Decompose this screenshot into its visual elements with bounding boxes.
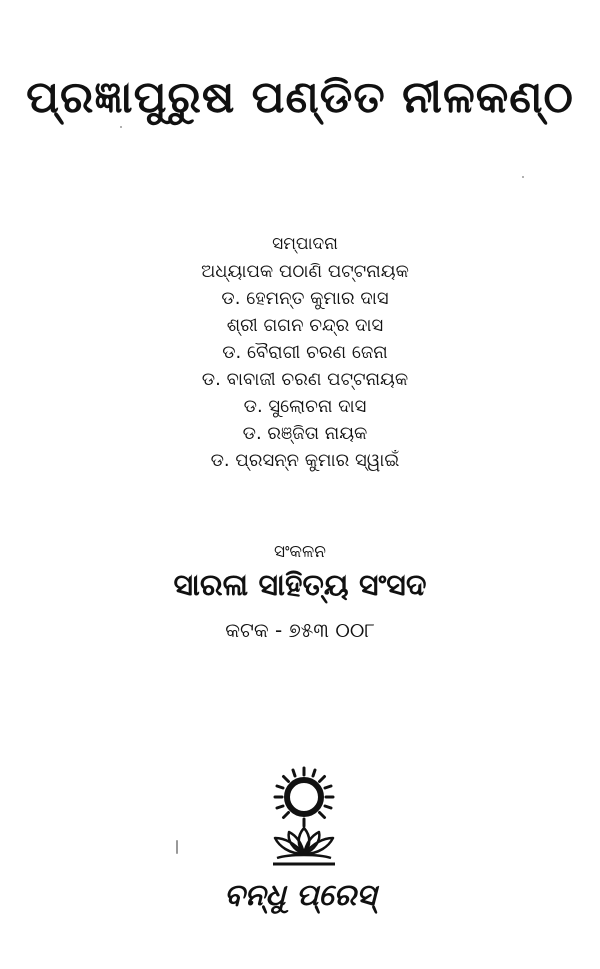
editor-name: ଅଧ୍ୟାପକ ପଠାଣି ପଟ୍ଟନାୟକ (201, 261, 409, 282)
print-speck (522, 176, 524, 178)
editors-heading: ସମ୍ପାଦନା (272, 234, 338, 254)
sun-over-lotus-icon (259, 764, 349, 876)
editor-name: ଡ. ପ୍ରସନ୍ନ କୁମାର ସ୍ୱାଇଁ (210, 450, 400, 471)
publisher-name: ସାରଳା ସାହିତ୍ୟ ସଂସଦ (173, 568, 427, 603)
compilation-heading: ସଂକଳନ (273, 542, 326, 562)
editor-name: ଡ. ବୈରାଗୀ ଚରଣ ଜେନା (222, 342, 388, 363)
press-name: ବନ୍ଧୁ ପ୍ରେସ୍ (224, 878, 376, 913)
publisher-place: କଟକ - ୭୫୩ ୦୦୮ (225, 618, 375, 642)
book-title: ପ୍ରଜ୍ଞାପୁରୁଷ ପଣ୍ଡିତ ନୀଳକଣ୍ଠ (26, 72, 574, 123)
editor-name: ଡ. ରଞ୍ଜିତା ନାୟକ (242, 423, 368, 444)
editor-name: ଡ. ବାବାଜୀ ଚରଣ ପଟ୍ଟନାୟକ (201, 369, 409, 390)
editors-block (150, 232, 460, 474)
editor-name: ଡ. ସୁଲୋଚନା ଦାସ (243, 396, 367, 417)
print-speck (176, 840, 178, 854)
editor-name: ଡ. ହେମନ୍ତ କୁମାର ଦାସ (221, 288, 389, 309)
print-speck (120, 126, 122, 128)
editor-name: ଶ୍ରୀ ଗଗନ ଚନ୍ଦ୍ର ଦାସ (226, 315, 384, 336)
